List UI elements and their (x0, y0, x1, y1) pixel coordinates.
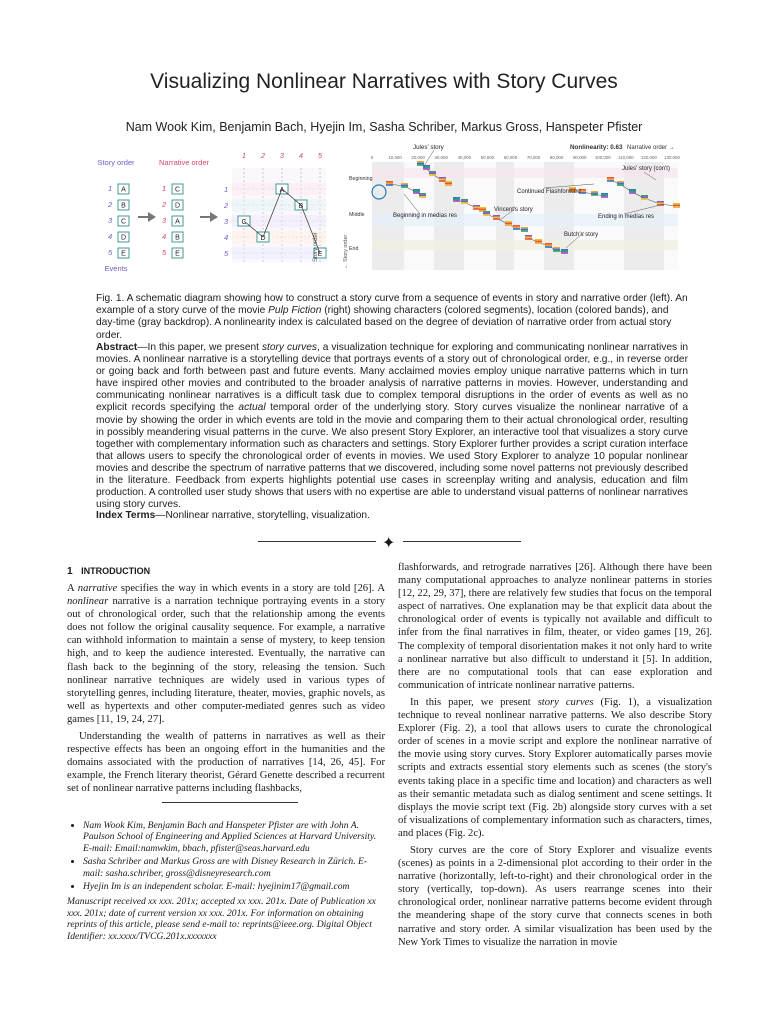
story-row-band (232, 199, 326, 211)
events-label: Events (104, 264, 128, 273)
location-band (372, 240, 678, 250)
narrative-row-number: 1 (162, 184, 167, 193)
section-number: 1 (67, 566, 73, 577)
x-axis-ticks (371, 155, 681, 160)
placed-event-label: B (298, 203, 304, 210)
narrative-event-label: A (175, 218, 180, 226)
story-event-label: C (120, 218, 127, 226)
x-tick-label: 80,000 (549, 155, 564, 160)
index-terms-text: —Nonlinear narrative, storytelling, visualization. (155, 510, 370, 521)
story-event-label: E (121, 250, 126, 258)
character-mark (461, 202, 468, 204)
caption-text-end: (right) showing characters (colored segments), location (colored bands), and day-time (gray backdrop). A nonlinearity index is calculated based on the degree of deviation of narrative order from actual story order. (96, 305, 672, 341)
narrative-order-axis-label: Narrative order → (627, 145, 675, 151)
text: A (67, 583, 78, 594)
character-mark (601, 196, 608, 198)
character-mark (525, 237, 532, 239)
character-mark (419, 193, 426, 195)
story-row-number: 5 (224, 249, 229, 258)
character-mark (561, 252, 568, 254)
narrative-column-number: 3 (279, 151, 285, 160)
character-mark (429, 173, 436, 175)
character-mark (505, 224, 512, 226)
character-mark (617, 181, 624, 183)
divider-star-icon: ✦ (382, 533, 396, 552)
character-mark (439, 180, 446, 182)
index-terms-label: Index Terms (96, 510, 156, 521)
annotation-vincents-story: Vincent's story (494, 207, 533, 213)
story-row-number: 2 (108, 200, 113, 209)
character-mark (617, 184, 624, 186)
character-mark (553, 249, 560, 251)
character-mark (401, 183, 408, 185)
story-curve-plot (343, 144, 680, 270)
story-row-number: 3 (108, 216, 113, 225)
character-mark (525, 238, 532, 240)
text: narrative is a narration technique portraying events in a story out of chronological order, such that the relationship among the events does not follow the original causality sequence. For example, a narrative can withhold information to maintain a sense of mystery, to keep tension high, and to keep the audience interested. Eventually, the narrative can flash back to the beginning of the story, releasing the tension. Such nonlinear narrative techniques are widely used in various types of storytelling genres, including literature, theater, movies, graphic novels, as well as hypertexts and other computer-mediated genres such as video games [11, 19, 24, 27]. (67, 596, 385, 725)
character-mark (473, 207, 480, 209)
character-mark (413, 189, 420, 191)
story-row-number: 3 (224, 217, 229, 226)
character-mark (607, 177, 614, 179)
x-tick-label: 100,000 (594, 155, 611, 160)
character-mark (607, 179, 614, 181)
intro-paragraph-4 (398, 696, 712, 840)
footnotes (67, 820, 385, 942)
arrow-right-icon (200, 212, 218, 222)
character-mark (439, 177, 446, 179)
abstract-actual: actual (238, 402, 266, 414)
character-mark (479, 207, 486, 209)
character-mark (413, 191, 420, 193)
character-mark (439, 179, 446, 181)
annotation-jules-story-cont: Jules' story (con't) (622, 166, 670, 172)
intro-paragraph-3: flashforwards, and retrograde narratives [26]. Although there have been many computational approaches to analyze nonlinear patterns in stories [12, 22, 29, 37], there are relatively few studies that focus on the temporal aspect of narratives. One explanation may be that explicit data about the chronological order of events is typically not available and difficult to infer from the final narratives in film, theater, or video games [19, 26]. The complexity of temporal disorientation makes it not only hard to write a nonlinear narrative but also difficult to understand it [5]. In addition, there are no computational tools that can ease exploration and communication of intricate nonlinear narrative patterns. (398, 562, 712, 691)
x-tick-label: 40,000 (457, 155, 472, 160)
character-mark (525, 235, 532, 237)
character-mark (493, 218, 500, 220)
character-mark (601, 195, 608, 197)
manuscript-info: Manuscript received xx xxx. 201x; accepted xx xxx. 201x. Date of Publication xx xxx. 201x; date of current version xx xxx. 201x. For information on obtaining reprints of this article, please send e-mail to: reprints@ieee.org. Digital Object Identifier: xx.xxxx/TVCG.201x.xxxxxxx (67, 896, 376, 942)
character-mark (629, 189, 636, 191)
narrative-column-number: 1 (241, 151, 247, 160)
character-mark (445, 183, 452, 185)
character-mark (545, 246, 552, 248)
abstract-term: story curves (261, 342, 317, 353)
nonlinearity-label: Nonlinearity: 0.63 (570, 144, 623, 151)
x-tick-label: 120,000 (640, 155, 657, 160)
abstract-text-2: , a visualization technique for exploring and communicating nonlinear narratives in movies. A nonlinear narrative is a storytelling device that portrays events of a story out of chronological order, e.g., in reverse order or going back and forth between past and future events. Many acclaimed movies employ unique narrative patterns which in turn have inspired other movies and contributed to the broader analysis of narrative patterns in movies. However, understanding and communicating nonlinear narratives is a difficult task due to complex temporal disruptions in the order of events as well as no explicit records specifying the (96, 342, 689, 414)
index-terms (96, 510, 688, 521)
character-mark (423, 168, 430, 170)
character-mark (429, 174, 436, 176)
character-mark (535, 242, 542, 244)
narrative-event-label: C (174, 186, 181, 194)
narrative-column-number: 2 (260, 151, 266, 160)
narrative-row-number: 5 (162, 248, 167, 257)
character-mark (461, 199, 468, 201)
y-axis-labels (349, 176, 373, 252)
character-mark (673, 203, 680, 205)
character-mark (473, 205, 480, 207)
narrative-event-label: D (174, 202, 181, 210)
x-tick-label: 20,000 (411, 155, 425, 160)
abstract-label: Abstract (96, 342, 138, 353)
author-list: Nam Wook Kim, Benjamin Bach, Hyejin Im, Sasha Schriber, Markus Gross, Hanspeter Pfister (125, 120, 643, 134)
abstract (96, 342, 688, 511)
footnote-separator (162, 802, 298, 803)
story-event-label: D (120, 234, 127, 242)
character-mark (513, 227, 520, 229)
narrative-column-number: 4 (298, 151, 304, 160)
story-row-number: 4 (224, 233, 229, 242)
x-tick-label: 50,000 (480, 155, 495, 160)
story-event-label: A (121, 186, 126, 194)
placed-event-label: E (317, 251, 323, 258)
character-mark (417, 161, 424, 163)
x-tick-label: 90,000 (572, 155, 587, 160)
character-mark (483, 211, 490, 213)
x-tick-label: 70,000 (526, 155, 541, 160)
y-axis-label: Beginning (349, 176, 373, 182)
character-mark (591, 194, 598, 196)
character-mark (417, 163, 424, 165)
annotation-ending-in-medias-res: Ending in medias res (598, 214, 655, 220)
intro-paragraph-1 (67, 582, 385, 726)
footnote-1: • Nam Wook Kim, Benjamin Bach and Hanspeter Pfister are with John A. Paulson School of Engineering and Applied Sciences at Harvard University. E-mail: Email:namwkim, bbach, pfister@seas.harvard.edu (83, 820, 385, 854)
character-mark (483, 214, 490, 216)
character-mark (673, 205, 680, 207)
figure-1 (97, 144, 682, 274)
character-mark (493, 215, 500, 217)
character-mark (641, 197, 648, 199)
character-mark (561, 249, 568, 251)
placed-event-label: C (241, 219, 247, 226)
annotation-jules-story: Jules' story (413, 144, 444, 151)
character-mark (417, 164, 424, 166)
narrative-event-label: E (175, 250, 180, 258)
character-mark (601, 193, 608, 195)
x-tick-label: 0 (370, 155, 374, 160)
character-mark (401, 185, 408, 187)
character-mark (505, 223, 512, 225)
narrative-row-number: 3 (162, 216, 167, 225)
term-nonlinear: nonlinear (67, 596, 109, 608)
y-axis-label: End (349, 246, 359, 252)
character-mark (641, 198, 648, 200)
story-axis-label-right: ← Story order (343, 234, 349, 269)
narrative-row-number: 4 (162, 232, 167, 241)
caption-movie-title: Pulp Fiction (268, 305, 322, 317)
character-mark (386, 184, 393, 186)
character-mark (629, 191, 636, 193)
divider-line-left (258, 541, 376, 542)
divider-line-right (403, 541, 521, 542)
character-mark (561, 251, 568, 253)
section-divider (258, 533, 523, 552)
narrative-row-number: 2 (162, 200, 167, 209)
narrative-column (161, 184, 183, 258)
paper-title: Visualizing Nonlinear Narratives with Story Curves (150, 70, 618, 93)
story-row-number: 4 (108, 232, 113, 241)
caption-text: Fig. 1. A schematic diagram showing how to construct a story curve from a sequence of events in story and narrative order (left). An example of a story curve of the movie (96, 293, 688, 317)
abstract-text-1: —In this paper, we present (137, 342, 262, 353)
section-heading (67, 566, 150, 577)
character-mark (535, 239, 542, 241)
character-mark (617, 183, 624, 185)
term-story-curves: story curves (537, 696, 594, 708)
character-mark (483, 213, 490, 215)
character-mark (479, 209, 486, 211)
story-order-label: Story order (97, 158, 135, 167)
text: (Fig. 1), a visualization technique to reveal nonlinear narrative patterns. We also describe Story Explorer (Fig. 2), a tool that allows users to curate the chronological order of scenes in a movie script and explore the nonlinear narrative of the movie using story curves. Story Explorer automatically parses movie scripts and extracts essential story elements such as scenes (the story's events taking place in a specific time and location) and characters as well as their semantic metadata such as dialog sentiment and scene settings. It displays the movie script text (Fig. 2b) alongside story curves with a set of visualizations of complementary information such as characters, times, and places (Fig. 2c). (398, 696, 712, 839)
story-axis-label-left: Story order (313, 232, 319, 262)
character-mark (641, 195, 648, 197)
character-mark (591, 193, 598, 195)
character-mark (521, 227, 528, 229)
y-axis-label: Middle (349, 212, 365, 218)
story-event-label: B (121, 202, 126, 210)
narrative-order-label: Narrative order (158, 158, 210, 167)
character-mark (657, 201, 664, 203)
character-mark (413, 192, 420, 194)
character-mark (453, 199, 460, 201)
text: In this paper, we present (410, 696, 538, 708)
narrative-column-number: 5 (317, 151, 323, 160)
character-mark (453, 197, 460, 199)
character-mark (419, 196, 426, 198)
character-mark (591, 191, 598, 193)
figure-caption (96, 293, 688, 342)
annotation-continued-flashforward: Continued Flashforward (517, 189, 581, 195)
character-mark (505, 221, 512, 223)
character-mark (513, 228, 520, 230)
intro-paragraph-5: Story curves are the core of Story Explorer and visualize events (scenes) as points in a 2-dimensional plot according to their order in the narrative (horizontally, left-to-right) and their chronological order in the story (vertically, top-down). As users rearrange scenes into their chronological order, nonlinear narrative patterns become evident through the meandering shape of the story curve that connects scenes in both narrative and story order. A similar visualization has been used by the New York Times to visualize the narration in movie (398, 844, 712, 948)
left-column (67, 582, 385, 796)
character-mark (453, 200, 460, 202)
character-mark (386, 181, 393, 183)
narrative-event-label: B (175, 234, 180, 242)
intro-paragraph-2: Understanding the wealth of patterns in narratives as well as their respective effects has been an ongoing effort in the humanities and the domains associated with the production of narratives [14, 26, 45]. For example, the French literary theorist, Gérard Genette described a recurrent set of nonlinear narrative patterns including flashbacks, (67, 731, 385, 795)
character-mark (386, 183, 393, 185)
character-mark (553, 250, 560, 252)
right-column (398, 561, 712, 949)
placed-event-label: D (260, 235, 266, 242)
character-mark (553, 247, 560, 249)
term-narrative: narrative (77, 583, 118, 594)
abstract-text-3: temporal order of the underlying story. Story curves visualize the nonlinear narrative of a movie by showing the order in which events are told in the movie and comparing them to their actual chronological order, resulting in possibly meandering visual patterns in the curve. We also present Story Explorer, an interactive tool that visualizes a story curve together with complementary information such as characters and settings. Story Explorer further provides a script curation interface that allows users to specify the chronological order of events in movies. We used Story Explorer to analyze 10 popular nonlinear movies and describe the spectrum of narrative patterns that we discovered, including some novel patterns not previously described in the literature. Feedback from experts highlights potential use cases in screenplay writing and analysis, education and film production. A controlled user study shows that users with no expertise are able to understand visual patterns of nonlinear narratives using story curves. (96, 402, 688, 511)
character-mark (521, 229, 528, 231)
character-mark (535, 241, 542, 243)
annotation-beginning-in-medias-res: Beginning in medias res (393, 213, 458, 219)
character-mark (429, 171, 436, 173)
character-mark (419, 195, 426, 197)
footnote-3: • Hyejin Im is an independent scholar. E-mail: hyejinim17@gmail.com (83, 881, 385, 892)
character-mark (445, 181, 452, 183)
arrow-right-icon (138, 212, 156, 222)
character-mark (545, 245, 552, 247)
x-tick-label: 110,000 (618, 155, 634, 160)
character-mark (401, 186, 408, 188)
story-row-band (232, 247, 326, 259)
character-mark (629, 192, 636, 194)
story-row-number: 1 (108, 184, 113, 193)
schematic-diagram (97, 151, 326, 273)
footnote-2: • Sasha Schriber and Markus Gross are with Disney Research in Zürich. E-mail: sasha.schriber, gross@disneyresearch.com (83, 856, 385, 879)
story-row-number: 2 (224, 201, 229, 210)
character-mark (473, 208, 480, 210)
character-mark (673, 206, 680, 208)
story-row-number: 5 (108, 248, 113, 257)
story-row-number: 1 (224, 185, 229, 194)
schematic-grid (223, 151, 326, 262)
placed-event-label: A (279, 187, 285, 194)
character-mark (423, 167, 430, 169)
x-tick-label: 60,000 (503, 155, 518, 160)
text: specifies the way in which events in a story are told [26]. A (117, 583, 385, 594)
annotation-butchs-story: Butch's story (564, 232, 599, 238)
x-tick-label: 130,000 (664, 155, 680, 160)
x-tick-label: 30,000 (434, 155, 448, 160)
character-mark (461, 201, 468, 203)
character-mark (607, 180, 614, 182)
character-mark (445, 184, 452, 186)
section-title: INTRODUCTION (81, 566, 151, 576)
character-mark (521, 230, 528, 232)
x-tick-label: 10,000 (388, 155, 402, 160)
character-mark (513, 225, 520, 227)
character-mark (545, 243, 552, 245)
character-mark (657, 203, 664, 205)
character-mark (493, 217, 500, 219)
